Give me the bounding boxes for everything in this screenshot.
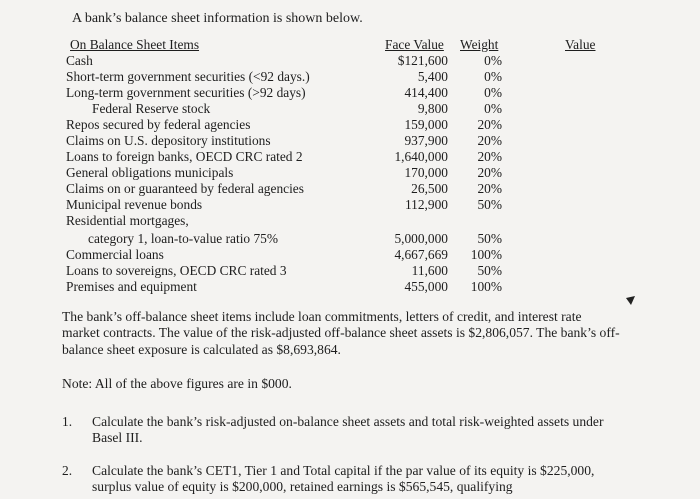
row-face-value: 170,000 (404, 165, 448, 180)
header-items: On Balance Sheet Items (70, 37, 200, 52)
off-balance-paragraph: The bank’s off-balance sheet items include loan commitments, letters of credit, and interest rate market contracts. The value of the risk-adjusted off-balance sheet assets is $2,806,057. The bank’s off-balance sheet exposure is calculated as $8,693,864. (62, 309, 620, 357)
row-label: category 1, loan-to-value ratio 75% (88, 231, 278, 246)
row-label: Municipal revenue bonds (66, 197, 203, 212)
row-label: Long-term government securities (>92 days) (66, 85, 306, 100)
row-face-value: 159,000 (404, 117, 448, 132)
row-weight: 50% (477, 197, 502, 212)
row-label: Commercial loans (66, 247, 164, 262)
note-text: Note: All of the above figures are in $000. (62, 376, 292, 391)
header-weight: Weight (460, 37, 499, 52)
row-face-value: 5,400 (417, 69, 448, 84)
row-label: Federal Reserve stock (92, 101, 211, 116)
row-weight: 20% (477, 117, 502, 132)
row-weight: 100% (470, 279, 502, 294)
row-weight: 0% (484, 85, 502, 100)
row-label: Claims on U.S. depository institutions (66, 133, 271, 148)
row-label: Repos secured by federal agencies (66, 117, 251, 132)
intro-text: A bank’s balance sheet information is shown below. (72, 11, 363, 26)
row-weight: 20% (477, 149, 502, 164)
question-2-number: 2. (62, 463, 73, 478)
row-label: Short-term government securities (<92 days.) (66, 69, 310, 84)
row-label: Cash (66, 53, 93, 68)
row-weight: 50% (477, 231, 502, 246)
row-weight: 20% (477, 133, 502, 148)
question-1-text: Calculate the bank’s risk-adjusted on-balance sheet assets and total risk-weighted assets under Basel III. (92, 414, 604, 446)
row-weight: 20% (477, 165, 502, 180)
cursor-arrow-icon (626, 296, 636, 306)
question-2-text: Calculate the bank’s CET1, Tier 1 and Total capital if the par value of its equity is $225,000, surplus value of equity is $200,000, retained earnings is $565,545, qualifying (92, 463, 595, 495)
row-weight: 100% (470, 247, 502, 262)
row-face-value: 9,800 (417, 101, 448, 116)
row-face-value: 26,500 (411, 181, 448, 196)
row-face-value: 455,000 (404, 279, 448, 294)
row-face-value: 937,900 (404, 133, 448, 148)
row-label: Premises and equipment (66, 279, 197, 294)
row-face-value: $121,600 (397, 53, 448, 68)
row-weight: 0% (484, 69, 502, 84)
row-face-value: 414,400 (404, 85, 448, 100)
row-label: Claims on or guaranteed by federal agencies (66, 181, 304, 196)
row-face-value: 1,640,000 (394, 149, 448, 164)
row-face-value: 112,900 (404, 197, 448, 212)
row-face-value: 11,600 (411, 263, 448, 278)
row-weight: 50% (477, 263, 502, 278)
row-label: General obligations municipals (66, 165, 234, 180)
row-weight: 0% (484, 101, 502, 116)
row-face-value: 4,667,669 (394, 247, 448, 262)
row-weight: 20% (477, 181, 502, 196)
header-face-value: Face Value (385, 37, 444, 52)
row-label: Loans to foreign banks, OECD CRC rated 2 (66, 149, 303, 164)
question-1-number: 1. (62, 414, 73, 429)
row-label: Residential mortgages, (66, 213, 189, 228)
row-face-value: 5,000,000 (394, 231, 448, 246)
row-label: Loans to sovereigns, OECD CRC rated 3 (66, 263, 287, 278)
header-value: Value (565, 37, 596, 52)
row-weight: 0% (484, 53, 502, 68)
